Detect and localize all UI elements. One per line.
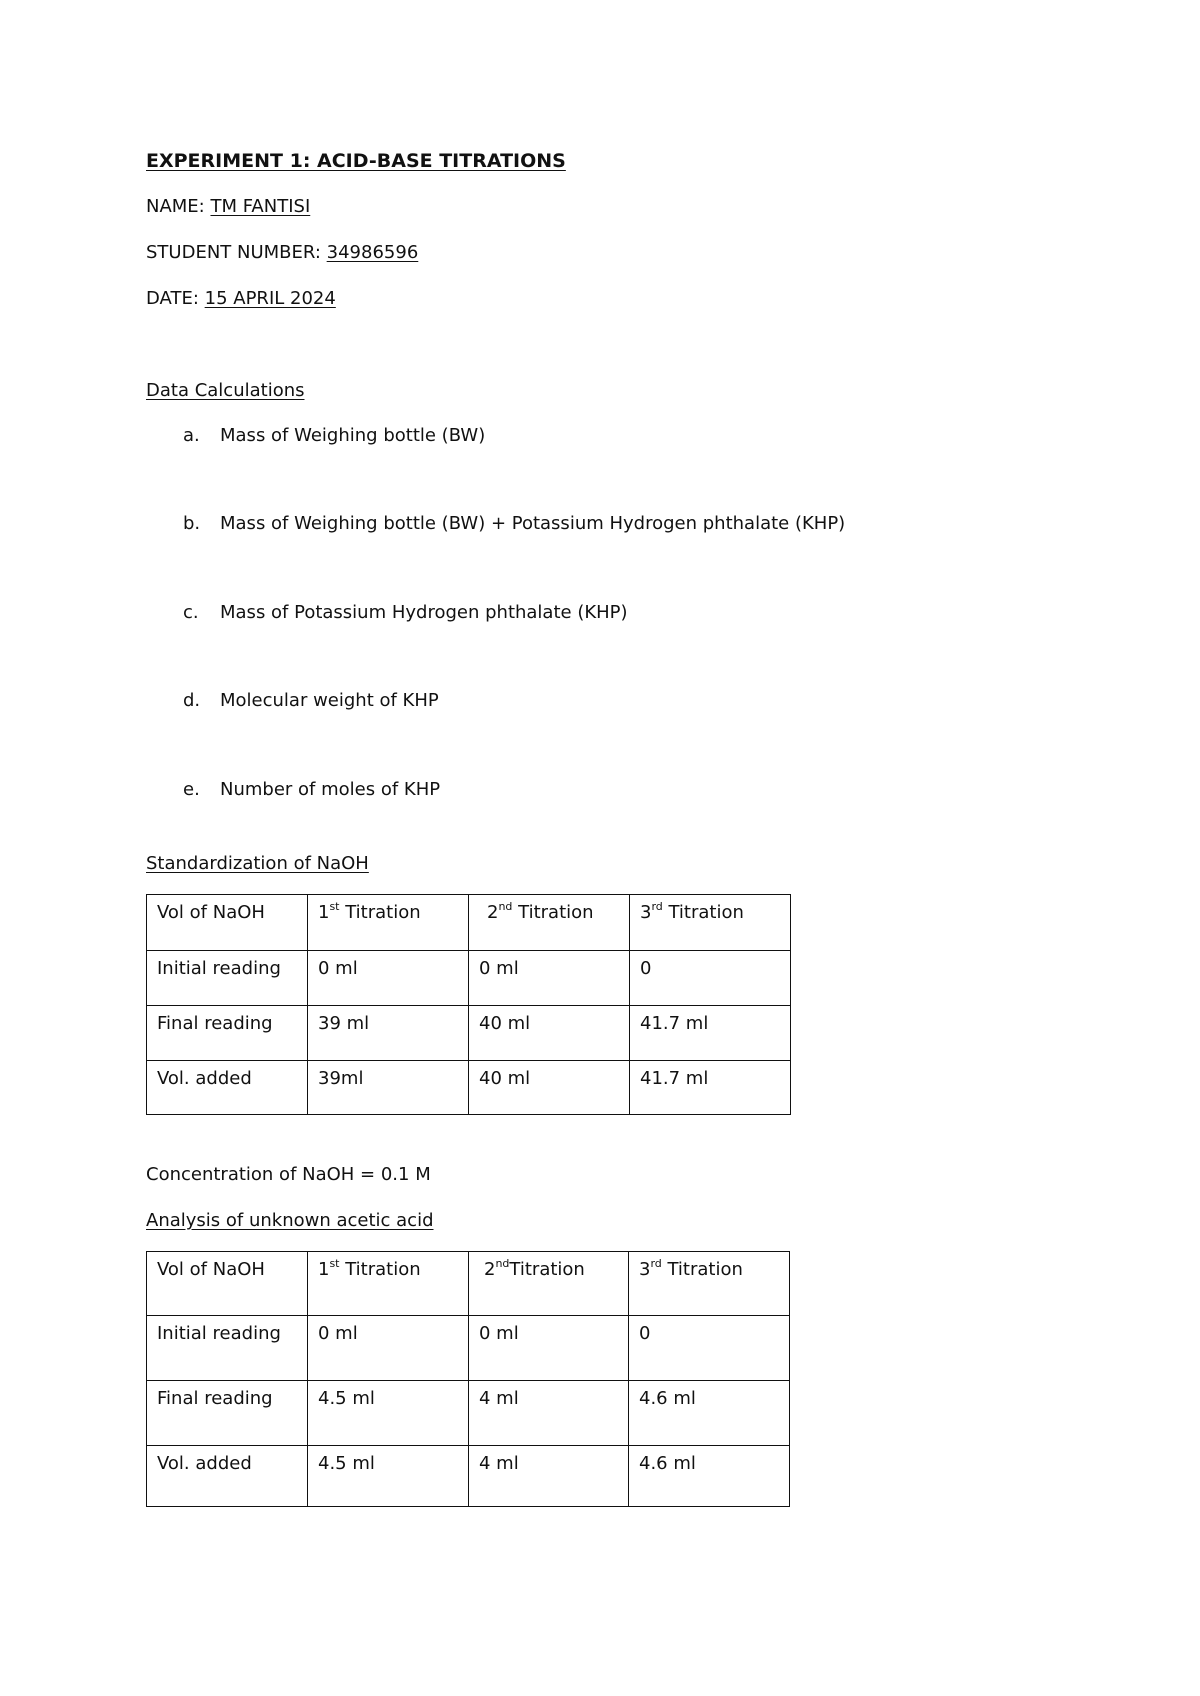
table-row — [147, 1006, 791, 1061]
calc-item-marker: a. — [183, 425, 200, 446]
table-cell: 41.7 ml — [630, 1061, 791, 1115]
analysis-table — [146, 1251, 790, 1507]
table-cell: 0 — [629, 1316, 790, 1381]
concentration-line: Concentration of NaOH = 0.1 M — [146, 1164, 431, 1185]
calc-item-marker: d. — [183, 690, 201, 711]
table-cell: Final reading — [147, 1381, 308, 1446]
table-cell: 0 ml — [308, 951, 469, 1006]
table-cell: 0 ml — [469, 1316, 629, 1381]
standardization-table — [146, 894, 791, 1115]
header-cell: 2nd Titration — [469, 895, 630, 951]
header-cell: 2ndTitration — [469, 1252, 629, 1316]
standardization-heading: Standardization of NaOH — [146, 853, 369, 874]
header-cell: 3rd Titration — [629, 1252, 790, 1316]
student-number-value: 34986596 — [326, 242, 419, 263]
header-cell: Vol of NaOH — [147, 895, 308, 951]
table-cell: 39 ml — [308, 1006, 469, 1061]
table-row — [147, 1316, 790, 1381]
calc-item-marker: b. — [183, 513, 201, 534]
name-value: TM FANTISI — [210, 196, 311, 217]
table-cell: 4.5 ml — [308, 1446, 469, 1507]
calc-item-text: Mass of Weighing bottle (BW) — [220, 425, 486, 446]
data-calculations-heading: Data Calculations — [146, 380, 305, 401]
table-cell: 4 ml — [469, 1381, 629, 1446]
table-header-row — [147, 1252, 790, 1316]
table-cell: Initial reading — [147, 951, 308, 1006]
header-cell: 3rd Titration — [630, 895, 791, 951]
table-cell: 4.6 ml — [629, 1381, 790, 1446]
calc-item-text: Mass of Weighing bottle (BW) + Potassium Hydrogen phthalate (KHP) — [220, 513, 846, 534]
table-cell: 4.5 ml — [308, 1381, 469, 1446]
table-cell: Vol. added — [147, 1061, 308, 1115]
table-cell: 0 — [630, 951, 791, 1006]
name-line — [146, 198, 310, 216]
calc-item-text: Molecular weight of KHP — [220, 690, 439, 711]
table-cell: Vol. added — [147, 1446, 308, 1507]
table-cell: Initial reading — [147, 1316, 308, 1381]
calc-item-text: Mass of Potassium Hydrogen phthalate (KHP) — [220, 602, 628, 623]
table-row — [147, 1446, 790, 1507]
table-cell: 40 ml — [469, 1061, 630, 1115]
table-cell: 39ml — [308, 1061, 469, 1115]
table-header-row — [147, 895, 791, 951]
date-label: DATE: — [146, 288, 199, 309]
analysis-heading: Analysis of unknown acetic acid — [146, 1210, 434, 1231]
table-cell: 41.7 ml — [630, 1006, 791, 1061]
header-cell: 1st Titration — [308, 1252, 469, 1316]
table-cell: Final reading — [147, 1006, 308, 1061]
calc-item-text: Number of moles of KHP — [220, 779, 441, 800]
date-line — [146, 290, 336, 308]
table-cell: 4 ml — [469, 1446, 629, 1507]
table-cell: 0 ml — [469, 951, 630, 1006]
table-row — [147, 1381, 790, 1446]
calc-item-marker: e. — [183, 779, 200, 800]
date-value: 15 APRIL 2024 — [204, 288, 336, 309]
student-number-line — [146, 244, 418, 262]
table-cell: 0 ml — [308, 1316, 469, 1381]
table-cell: 4.6 ml — [629, 1446, 790, 1507]
calc-item-marker: c. — [183, 602, 199, 623]
table-cell: 40 ml — [469, 1006, 630, 1061]
header-cell: 1st Titration — [308, 895, 469, 951]
student-number-label: STUDENT NUMBER: — [146, 242, 321, 263]
document-title: EXPERIMENT 1: ACID-BASE TITRATIONS — [146, 150, 566, 172]
table-row — [147, 951, 791, 1006]
name-label: NAME: — [146, 196, 205, 217]
header-cell: Vol of NaOH — [147, 1252, 308, 1316]
table-row — [147, 1061, 791, 1115]
